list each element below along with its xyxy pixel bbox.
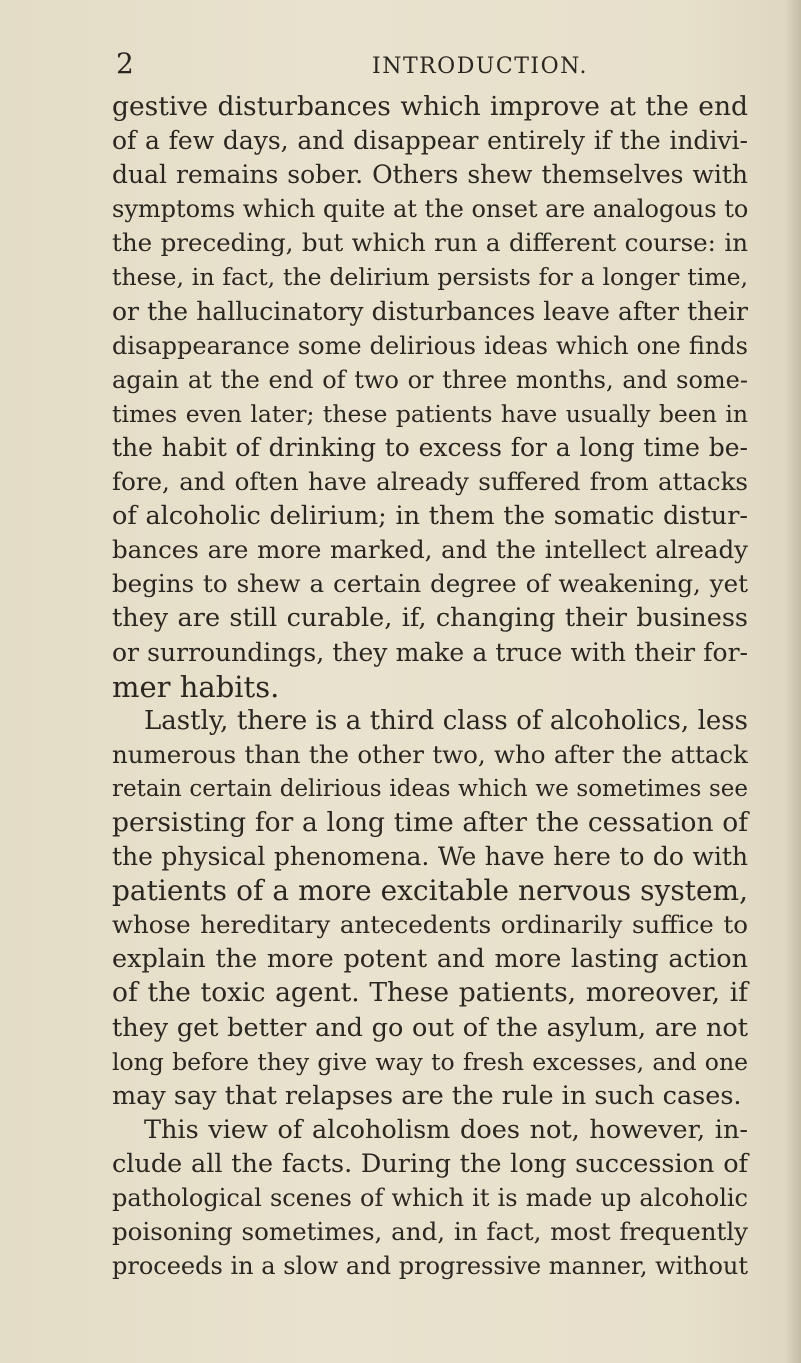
text-line: the preceding, but which run a different course: in: [112, 228, 748, 258]
text-line: again at the end of two or three months, and some-: [112, 365, 748, 394]
text-line: times even later; these patients have usually been in: [112, 399, 748, 428]
text-line: of a few days, and disappear entirely if the indivi-: [112, 126, 748, 156]
text-line: pathological scenes of which it is made up alcoholic: [112, 1184, 748, 1212]
text-line: of the toxic agent. These patients, moreover, if: [112, 977, 748, 1009]
text-line: of alcoholic delirium; in them the somatic distur-: [112, 501, 748, 532]
page-number: 2: [116, 47, 134, 80]
body-text: [112, 90, 748, 1283]
text-line: mer habits.: [112, 669, 280, 704]
text-line: bances are more marked, and the intellect already: [112, 535, 748, 565]
text-line: fore, and often have already suffered from attacks: [112, 467, 748, 497]
text-line: numerous than the other two, who after the attack: [112, 739, 748, 769]
text-line: proceeds in a slow and progressive manner, without: [112, 1252, 748, 1281]
text-line: This view of alcoholism does not, however, in-: [144, 1114, 748, 1145]
text-line: whose hereditary antecedents ordinarily suffice to: [112, 910, 748, 940]
text-line: these, in fact, the delirium persists for a longer time,: [112, 263, 748, 292]
text-line: explain the more potent and more lasting action: [112, 944, 748, 975]
text-line: they get better and go out of the asylum, are not: [112, 1012, 748, 1043]
text-line: dual remains sober. Others shew themselves with: [112, 160, 748, 190]
text-line: retain certain delirious ideas which we sometimes see: [112, 775, 748, 802]
running-head: INTRODUCTION.: [372, 54, 588, 79]
text-line: patients of a more excitable nervous system,: [112, 874, 748, 908]
text-line: begins to shew a certain degree of weakening, yet: [112, 569, 748, 599]
text-line: or surroundings, they make a truce with their for-: [112, 637, 748, 667]
text-line: may say that relapses are the rule in such cases.: [112, 1080, 742, 1111]
text-line: long before they give way to fresh excesses, and one: [112, 1047, 748, 1076]
text-line: Lastly, there is a third class of alcoholics, less: [144, 705, 748, 736]
text-line: the physical phenomena. We have here to do with: [112, 842, 748, 872]
page-edge-shadow: [785, 0, 801, 1363]
text-line: gestive disturbances which improve at the end: [112, 91, 748, 122]
text-line: or the hallucinatory disturbances leave after their: [112, 296, 748, 326]
text-line: poisoning sometimes, and, in fact, most frequently: [112, 1217, 748, 1247]
text-line: they are still curable, if, changing their business: [112, 603, 748, 634]
text-line: clude all the facts. During the long succession of: [112, 1148, 748, 1179]
text-line: disappearance some delirious ideas which one finds: [112, 331, 748, 360]
page-header: [0, 46, 801, 86]
text-line: the habit of drinking to excess for a long time be-: [112, 432, 748, 462]
text-line: symptoms which quite at the onset are analogous to: [112, 195, 749, 224]
text-line: persisting for a long time after the cessation of: [112, 806, 748, 838]
